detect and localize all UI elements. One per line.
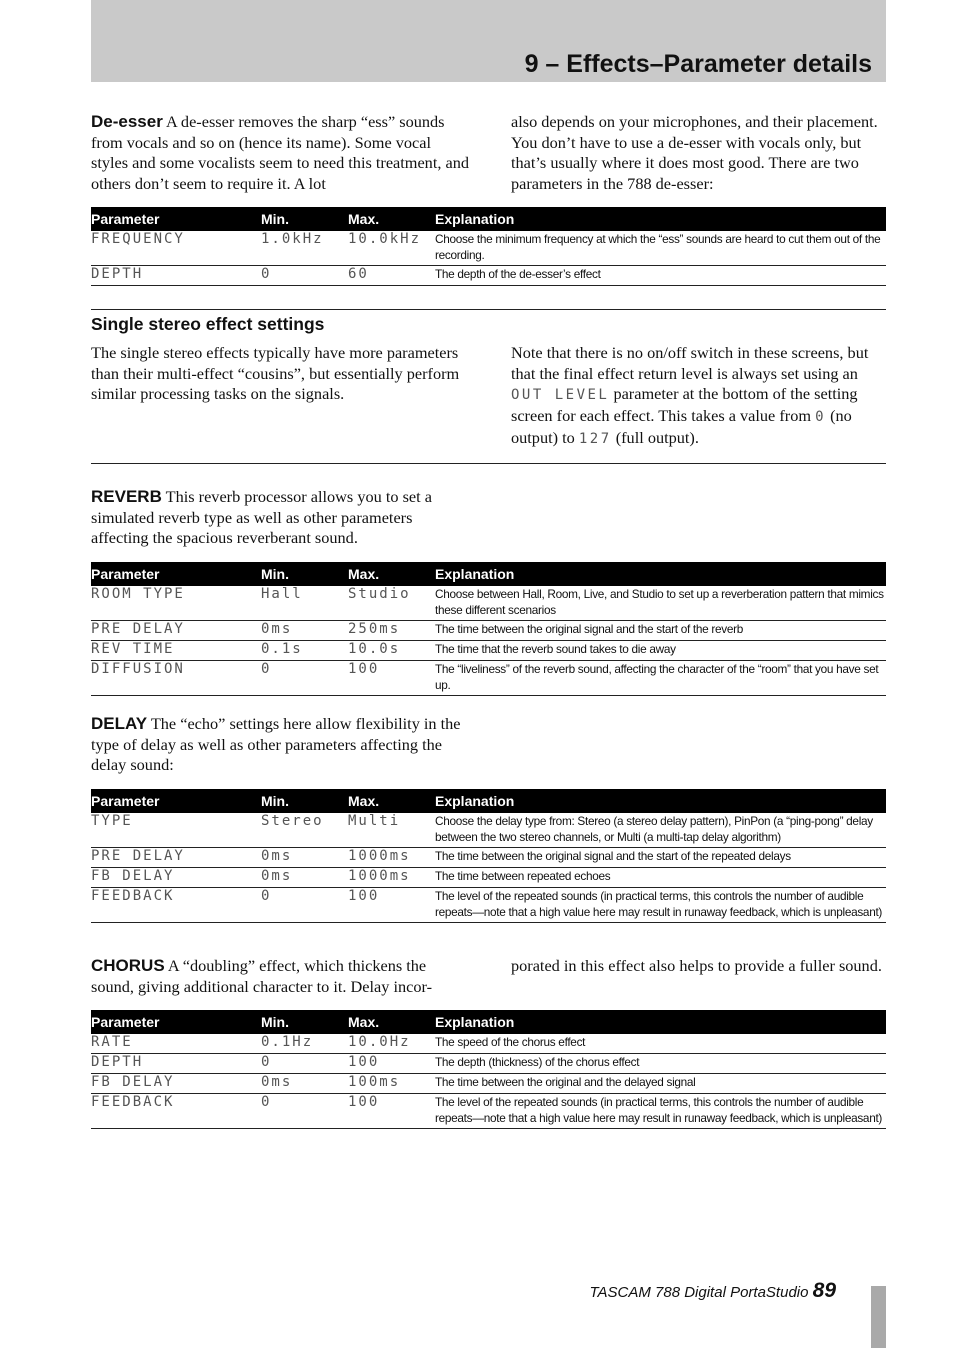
max-value-lcd: 127 <box>578 430 612 447</box>
header-explanation: Explanation <box>435 789 886 813</box>
table-row <box>91 661 886 696</box>
header-parameter: Parameter <box>91 789 261 813</box>
header-band <box>91 0 886 82</box>
chorus-left-text: A “doubling” effect, which thickens the sound, giving additional character to it. Delay incor- <box>91 956 433 996</box>
page-number: 89 <box>812 1279 836 1302</box>
table-row <box>91 888 886 923</box>
header-max: Max. <box>348 562 435 586</box>
min-cell: 1.0kHz <box>261 231 348 266</box>
min-cell: 0 <box>261 1094 348 1129</box>
single-right-text: (full output). <box>615 427 699 447</box>
header-parameter: Parameter <box>91 1010 261 1034</box>
param-cell: FEEDBACK <box>91 1094 261 1129</box>
min-cell: 0 <box>261 661 348 696</box>
header-min: Min. <box>261 789 348 813</box>
header-min: Min. <box>261 1010 348 1034</box>
explanation-cell: Choose between Hall, Room, Live, and Studio to set up a reverberation pattern that mimics these different scenarios <box>435 586 886 621</box>
chorus-right-column <box>511 956 886 977</box>
max-cell: 100 <box>348 1094 435 1129</box>
page-footer <box>589 1279 836 1303</box>
table-row <box>91 1034 886 1054</box>
min-cell: 0.1Hz <box>261 1034 348 1054</box>
chorus-heading: CHORUS <box>91 956 165 975</box>
explanation-cell: The depth (thickness) of the chorus effect <box>435 1054 886 1074</box>
min-cell: 0.1s <box>261 641 348 661</box>
max-cell: 100 <box>348 1054 435 1074</box>
min-cell: 0ms <box>261 848 348 868</box>
param-cell: FB DELAY <box>91 868 261 888</box>
reverb-text: This reverb processor allows you to set a simulated reverb type as well as other parameters affecting the spacious reverberant sound. <box>91 487 432 548</box>
explanation-cell: Choose the delay type from: Stereo (a stereo delay pattern), PinPon (a “ping-pong” delay between the two stereo channels, or Multi (a multi-tap delay algorithm) <box>435 813 886 848</box>
min-cell: 0 <box>261 888 348 923</box>
param-cell: FB DELAY <box>91 1074 261 1094</box>
param-cell: PRE DELAY <box>91 621 261 641</box>
header-parameter: Parameter <box>91 207 261 231</box>
chorus-left-column <box>91 956 471 997</box>
param-cell: TYPE <box>91 813 261 848</box>
max-cell: 10.0Hz <box>348 1034 435 1054</box>
page-edge-tab <box>871 1286 886 1348</box>
min-value-lcd: 0 <box>815 409 827 426</box>
explanation-cell: The time between repeated echoes <box>435 868 886 888</box>
header-min: Min. <box>261 562 348 586</box>
param-cell: ROOM TYPE <box>91 586 261 621</box>
max-cell: 1000ms <box>348 868 435 888</box>
single-right-text: (no output) to <box>511 406 852 447</box>
deesser-right-text: also depends on your microphones, and their placement. You don’t have to use a de-esser with vocals only, but that’s usually where it does most good. There are two parameters in the 788 de-esser: <box>511 112 878 194</box>
table-row <box>91 1094 886 1129</box>
table-row <box>91 868 886 888</box>
explanation-cell: The “liveliness” of the reverb sound, affecting the character of the “room” that you have set up. <box>435 661 886 696</box>
out-level-lcd: OUT LEVEL <box>511 387 610 404</box>
min-cell: 0ms <box>261 1074 348 1094</box>
param-cell: RATE <box>91 1034 261 1054</box>
max-cell: Studio <box>348 586 435 621</box>
param-cell: FREQUENCY <box>91 231 261 266</box>
table-row <box>91 621 886 641</box>
section-divider <box>91 309 886 310</box>
table-header-row <box>91 789 886 813</box>
delay-column <box>91 714 471 776</box>
chorus-table <box>91 1010 886 1129</box>
table-row <box>91 1054 886 1074</box>
header-explanation: Explanation <box>435 207 886 231</box>
explanation-cell: The time between the original signal and the start of the reverb <box>435 621 886 641</box>
param-cell: FEEDBACK <box>91 888 261 923</box>
single-right-text: Note that there is no on/off switch in these screens, but that the final effect return level is always set using an <box>511 343 869 383</box>
delay-text: The “echo” settings here allow flexibility in the type of delay as well as other parameters affecting the delay sound: <box>91 714 461 775</box>
chorus-right-text: porated in this effect also helps to provide a fuller sound. <box>511 956 882 975</box>
deesser-left-text: A de-esser removes the sharp “ess” sounds from vocals and so on (hence its name). Some vocal styles and some vocalists seem to need this treatment, and others don’t seem to require it. A lot <box>91 112 469 194</box>
explanation-cell: The time between the original signal and the start of the repeated delays <box>435 848 886 868</box>
delay-table <box>91 789 886 923</box>
single-right-column <box>511 343 886 450</box>
max-cell: 60 <box>348 266 435 286</box>
deesser-left-column <box>91 112 471 195</box>
footer-product-name: TASCAM 788 Digital PortaStudio <box>589 1284 809 1301</box>
reverb-table <box>91 562 886 696</box>
reverb-column <box>91 487 471 549</box>
header-explanation: Explanation <box>435 562 886 586</box>
header-explanation: Explanation <box>435 1010 886 1034</box>
min-cell: Stereo <box>261 813 348 848</box>
explanation-cell: The time that the reverb sound takes to die away <box>435 641 886 661</box>
param-cell: DIFFUSION <box>91 661 261 696</box>
max-cell: 250ms <box>348 621 435 641</box>
header-max: Max. <box>348 207 435 231</box>
header-max: Max. <box>348 789 435 813</box>
page-title: 9 – Effects–Parameter details <box>524 50 872 78</box>
max-cell: Multi <box>348 813 435 848</box>
single-right-text: parameter at the bottom of the setting screen for each effect. This takes a value from <box>511 384 858 426</box>
table-header-row <box>91 207 886 231</box>
min-cell: Hall <box>261 586 348 621</box>
single-left-column <box>91 343 471 405</box>
max-cell: 10.0kHz <box>348 231 435 266</box>
min-cell: 0 <box>261 266 348 286</box>
table-row <box>91 266 886 286</box>
explanation-cell: The time between the original and the delayed signal <box>435 1074 886 1094</box>
min-cell: 0ms <box>261 621 348 641</box>
param-cell: REV TIME <box>91 641 261 661</box>
header-parameter: Parameter <box>91 562 261 586</box>
max-cell: 100 <box>348 888 435 923</box>
deesser-heading: De-esser <box>91 112 163 131</box>
explanation-cell: Choose the minimum frequency at which the “ess” sounds are heard to cut them out of the recording. <box>435 231 886 266</box>
explanation-cell: The level of the repeated sounds (in practical terms, this controls the number of audible repeats—note that a high value here may result in runaway feedback, which is unpleasant) <box>435 888 886 923</box>
table-row <box>91 848 886 868</box>
table-header-row <box>91 1010 886 1034</box>
max-cell: 10.0s <box>348 641 435 661</box>
param-cell: DEPTH <box>91 266 261 286</box>
min-cell: 0ms <box>261 868 348 888</box>
delay-heading: DELAY <box>91 714 148 733</box>
min-cell: 0 <box>261 1054 348 1074</box>
section-divider <box>91 463 886 464</box>
header-min: Min. <box>261 207 348 231</box>
deesser-right-column <box>511 112 886 195</box>
param-cell: PRE DELAY <box>91 848 261 868</box>
single-left-text: The single stereo effects typically have more parameters than their multi-effect “cousins”, but essentially perform similar processing tasks on the signals. <box>91 343 460 404</box>
max-cell: 100 <box>348 661 435 696</box>
table-row <box>91 813 886 848</box>
table-header-row <box>91 562 886 586</box>
single-stereo-heading: Single stereo effect settings <box>91 314 325 334</box>
explanation-cell: The level of the repeated sounds (in practical terms, this controls the number of audible repeats—note that a high value here may result in runaway feedback, which is unpleasant) <box>435 1094 886 1129</box>
reverb-heading: REVERB <box>91 487 162 506</box>
max-cell: 100ms <box>348 1074 435 1094</box>
deesser-table <box>91 207 886 286</box>
explanation-cell: The depth of the de-esser’s effect <box>435 266 886 286</box>
table-row <box>91 1074 886 1094</box>
max-cell: 1000ms <box>348 848 435 868</box>
table-row <box>91 641 886 661</box>
table-row <box>91 231 886 266</box>
table-row <box>91 586 886 621</box>
explanation-cell: The speed of the chorus effect <box>435 1034 886 1054</box>
param-cell: DEPTH <box>91 1054 261 1074</box>
header-max: Max. <box>348 1010 435 1034</box>
